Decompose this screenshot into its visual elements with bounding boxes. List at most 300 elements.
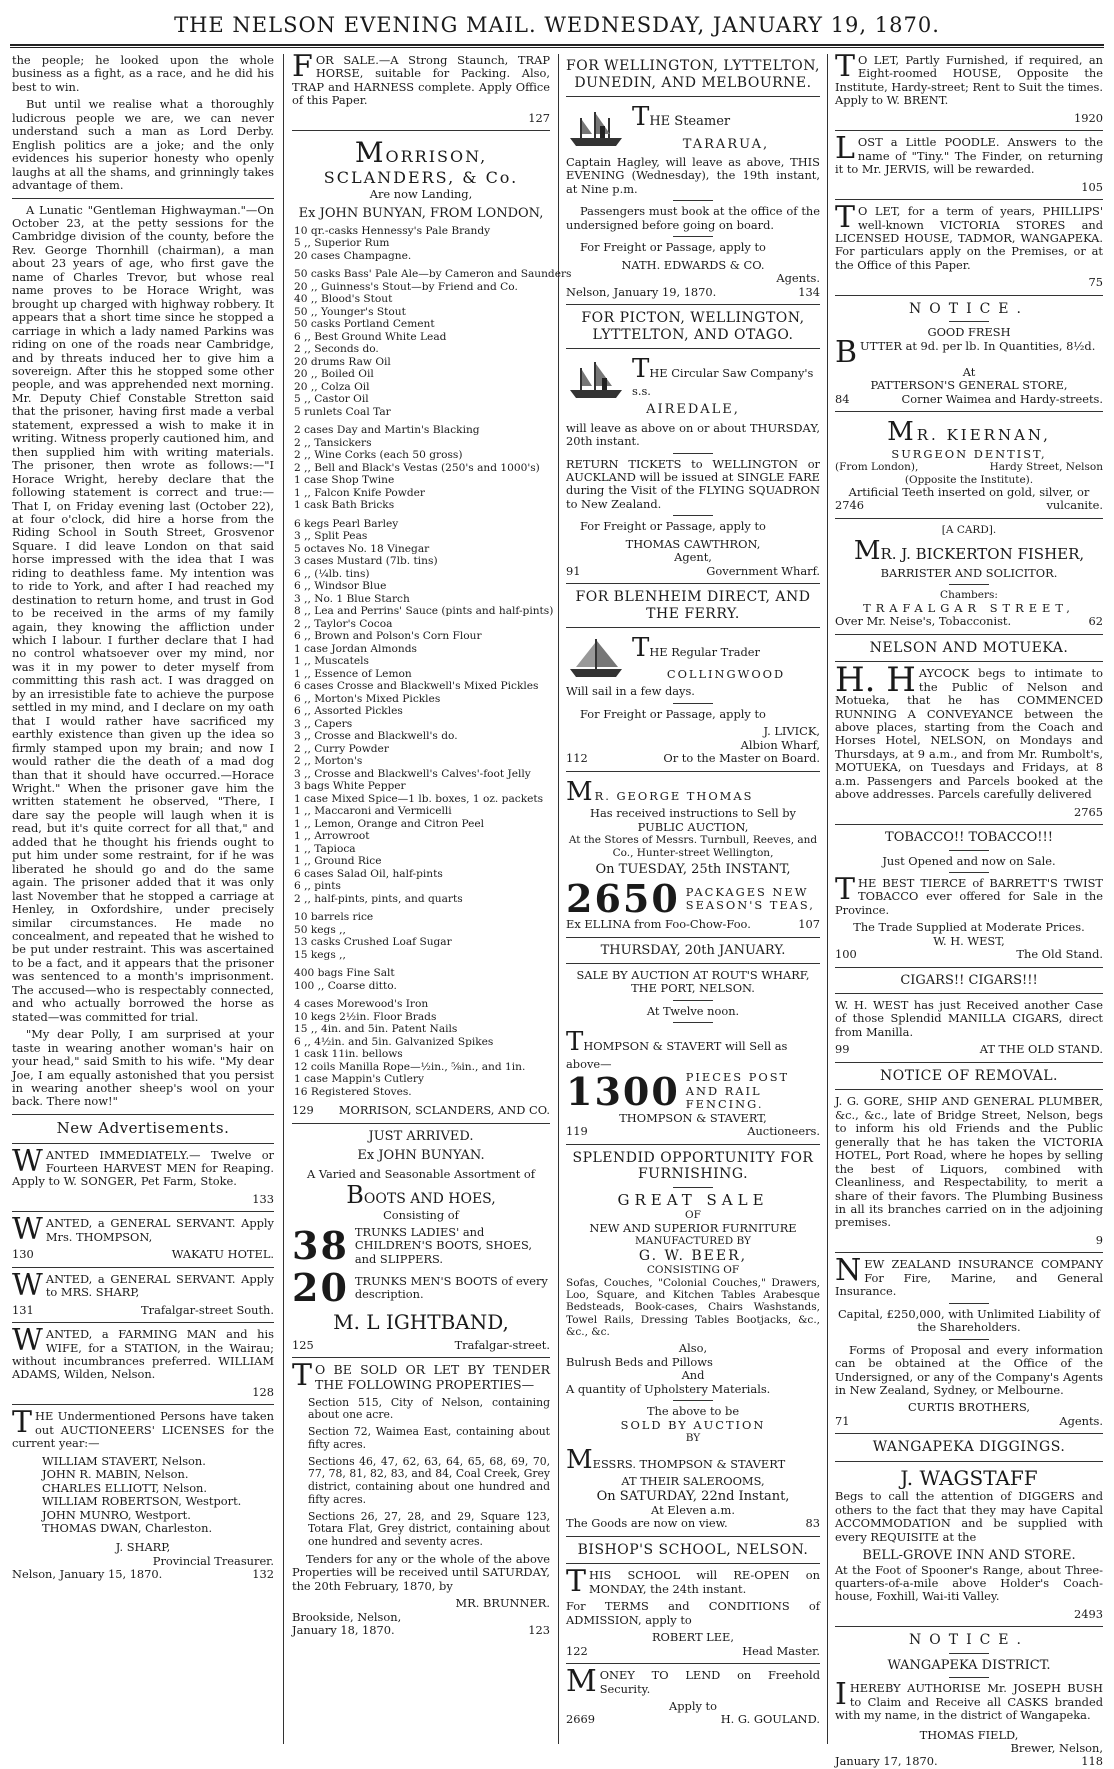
- ad-heading: NELSON AND MOTUEKA.: [869, 639, 1069, 656]
- ad-number: 122: [566, 1643, 588, 1658]
- ad-heading: SALE BY AUCTION AT ROUT'S WHARF, THE PORT, NELSON.: [576, 967, 810, 996]
- divider: [12, 1143, 274, 1144]
- ad-text: vulcanite.: [1046, 498, 1103, 513]
- ad-text: Albion Wharf,: [740, 737, 820, 752]
- ad-text: A Varied and Seasonable Assortment of: [306, 1166, 535, 1181]
- ad-general-servant-2: [12, 1267, 274, 1317]
- list-item: 6 ,, pints: [294, 880, 341, 893]
- steamship-icon: [566, 104, 626, 150]
- list-item: 10 barrels rice: [294, 911, 374, 924]
- ad-date: On SATURDAY, 22nd Instant,: [596, 1488, 790, 1504]
- ad-text: will leave as above on or about THURSDAY, 20th instant.: [566, 420, 820, 449]
- ad-number: 2493: [1074, 1606, 1103, 1621]
- divider: [12, 1404, 274, 1405]
- ad-text: A quantity of Upholstery Materials.: [566, 1381, 771, 1396]
- ad-text: GOOD FRESH: [927, 325, 1011, 340]
- column-divider: [827, 54, 828, 1744]
- ad-text: Begs to call the attention of DIGGERS and others to the fact that they may have Capital ACCOMMODATION and be supplied with every REQUISITE at the: [835, 1489, 1103, 1544]
- divider: [566, 583, 820, 584]
- ad-text: TRUNKS LADIES' and CHILDREN'S BOOTS, SHOES, and SLIPPERS.: [354, 1224, 533, 1266]
- ship-name: COLLINGWOOD: [666, 666, 786, 681]
- list-item: 6 ,, 4½in. and 5in. Galvanized Spikes: [294, 1035, 494, 1048]
- ad-firm-name: M. L IGHTBAND,: [333, 1310, 509, 1335]
- ad-number: 99: [835, 1042, 850, 1057]
- steamship-icon: [566, 356, 626, 402]
- divider: [835, 518, 1103, 519]
- signature: MORRISON, SCLANDERS, AND CO.: [338, 1103, 550, 1118]
- divider: [835, 295, 1103, 296]
- ad-text: Agent,: [674, 550, 712, 565]
- ad-farming-man: [12, 1323, 274, 1399]
- list-item: 1 case Mixed Spice—1 lb. boxes, 1 oz. packets: [294, 792, 544, 805]
- ad-heading: FOR PICTON, WELLINGTON, LYTTELTON, AND OTAGO.: [581, 310, 805, 343]
- drop-cap: M: [566, 1664, 597, 1700]
- ad-agent: THOMAS CAWTHRON,: [625, 536, 761, 551]
- ad-number: 9: [1095, 1232, 1103, 1247]
- ad-text: Forms of Proposal and every information can be obtained at the Office of the Undersigned, or any of the Company's Agents in New Zealand, Sydney, or Melbourne.: [835, 1342, 1103, 1397]
- drop-cap: W: [12, 1143, 43, 1179]
- list-item: Sections 46, 47, 62, 63, 64, 65, 68, 69, 70, 77, 78, 81, 82, 83, and 84, Coal Creek, Grey district, containing about one hundred and fifty acres.: [308, 1454, 550, 1506]
- list-item: JOHN MUNRO, Westport.: [42, 1507, 191, 1522]
- ad-text: Artificial Teeth inserted on gold, silver, or: [848, 485, 1090, 499]
- ad-number: 1920: [1074, 110, 1103, 125]
- ad-text: BY: [685, 1432, 701, 1445]
- divider: [566, 937, 820, 938]
- ad-text: THE Regular Trader: [632, 633, 760, 664]
- ad-text: TRUNKS MEN'S BOOTS of every description.: [354, 1273, 548, 1302]
- divider: [835, 993, 1103, 994]
- list-item: 3 ,, Capers: [294, 717, 353, 730]
- ad-date: Nelson, January 15, 1870.: [12, 1567, 163, 1582]
- list-item: 1 ,, Lemon, Orange and Citron Peel: [294, 817, 485, 830]
- list-item: 5 octaves No. 18 Vinegar: [294, 542, 430, 555]
- ad-barretts: [835, 871, 1103, 917]
- ad-big-number: 38: [292, 1222, 349, 1268]
- drop-cap: T: [835, 49, 856, 84]
- ad-text: Tenders for any or the whole of the above Properties will be received until SATURDAY, the 20th February, 1870, by: [292, 1551, 550, 1593]
- ad-insurance: [835, 1253, 1103, 1299]
- list-item: Sections 26, 27, 28, and 29, Square 123, Totara Flat, Grey district, containing about one hundred and seventy acres.: [308, 1509, 550, 1549]
- ad-text: Consisting of: [383, 1208, 459, 1223]
- ad-text: HEREBY AUTHORISE Mr. JOSEPH BUSH to Claim and Receive all CASKS branded with my name, in the district of Wangapeka.: [835, 1681, 1103, 1723]
- divider: [835, 1433, 1103, 1434]
- ad-text: W. H. WEST has just Received another Case of those Splendid MANILLA CIGARS, direct from Manilla.: [835, 998, 1103, 1039]
- ad-number: 2669: [566, 1712, 595, 1727]
- ad-text: Agents.: [776, 271, 820, 286]
- ad-butter: [835, 334, 1103, 370]
- ship-name: TARARUA,: [682, 136, 770, 152]
- ad-number: 100: [835, 947, 857, 962]
- divider: [835, 411, 1103, 412]
- signature-title: Provincial Treasurer.: [152, 1553, 274, 1568]
- ad-heading: BISHOP'S SCHOOL, NELSON.: [577, 1541, 809, 1558]
- drop-cap: W: [12, 1323, 43, 1359]
- drop-cap: T: [292, 1358, 313, 1394]
- list-item: 1 case Shop Twine: [294, 474, 395, 487]
- list-item: 6 kegs Pearl Barley: [294, 517, 399, 530]
- ad-number: 83: [805, 1516, 820, 1531]
- list-item: 20 cases Champagne.: [294, 249, 412, 262]
- ad-text: At the Foot of Spooner's Range, about Three-quarters-of-a-mile above Holder's Coach-house, Foxhill, Wai-iti Valley.: [835, 1562, 1103, 1604]
- list-item: 1 ,, Falcon Knife Powder: [294, 486, 425, 499]
- ad-text: NEW AND SUPERIOR FURNITURE: [589, 1220, 797, 1235]
- list-item: 400 bags Fine Salt: [294, 967, 395, 980]
- list-item: 3 ,, No. 1 Blue Starch: [294, 592, 410, 605]
- ad-text: At Twelve noon.: [646, 1003, 740, 1018]
- ad-number: 119: [566, 1124, 588, 1139]
- signature: H. G. GOULAND.: [720, 1712, 820, 1727]
- list-item: Section 515, City of Nelson, containing about one acre.: [308, 1395, 550, 1422]
- divider: [673, 703, 713, 704]
- drop-cap: T: [566, 1564, 587, 1600]
- list-item: 1 case Mappin's Cutlery: [294, 1073, 424, 1086]
- ad-text: UTTER at 9d. per lb. In Quantities, 8½d.: [860, 338, 1096, 353]
- divider: [566, 96, 820, 97]
- ad-firm-name: MORRISON, SCLANDERS, & Co.: [323, 136, 519, 188]
- ad-text: Ex ELLINA from Foo-Chow-Foo.: [566, 917, 751, 932]
- ad-heading: NOTICE.: [909, 300, 1029, 317]
- list-item: 8 ,, Lea and Perrins' Sauce (pints and half-pints): [294, 605, 554, 618]
- list-item: 20 ,, Colza Oil: [294, 380, 370, 393]
- list-item: 6 ,, Windsor Blue: [294, 580, 387, 593]
- column-1: [12, 54, 274, 1744]
- ad-text: AT THE OLD STAND.: [979, 1042, 1103, 1057]
- list-item: 6 ,, Best Ground White Lead: [294, 330, 447, 343]
- ad-heading: NOTICE.: [909, 1632, 1029, 1649]
- ad-text: Bulrush Beds and Pillows: [566, 1354, 713, 1369]
- list-item: 50 ,, Younger's Stout: [294, 305, 406, 318]
- licensee-list: [12, 1455, 274, 1536]
- divider: [949, 1303, 989, 1304]
- ad-number: 134: [798, 284, 820, 299]
- ad-text: Also,: [678, 1341, 708, 1356]
- ad-text: [A CARD].: [941, 523, 997, 536]
- divider: [673, 1187, 713, 1188]
- divider: [566, 1563, 820, 1564]
- divider: [835, 199, 1103, 200]
- ad-text: The Trade Supplied at Moderate Prices.: [853, 920, 1085, 935]
- ad-money: [566, 1664, 820, 1700]
- divider: [835, 1089, 1103, 1090]
- ad-boots-shoes: BOOTS AND HOES,: [346, 1181, 496, 1210]
- ad-heading: GREAT SALE: [617, 1190, 769, 1209]
- signature: W. H. WEST,: [933, 933, 1005, 948]
- divider: [949, 850, 989, 851]
- ad-text: ANTED IMMEDIATELY.— Twelve or Fourteen HARVEST MEN for Reaping. Apply to W. SONGER, Pet Farm, Stoke.: [12, 1147, 274, 1189]
- list-item: 15 kegs ,,: [294, 948, 346, 961]
- ad-firm-name: MR. J. BICKERTON FISHER,: [853, 536, 1085, 567]
- ship-name: AIREDALE,: [646, 402, 740, 418]
- goods-list: [292, 224, 572, 1099]
- section-heading: New Advertisements.: [56, 1118, 230, 1137]
- drop-cap: W: [12, 1212, 43, 1248]
- ad-text: At: [962, 364, 976, 379]
- ad-text: Trafalgar-street.: [454, 1337, 550, 1352]
- list-item: 6 cases Crosse and Blackwell's Mixed Pickles: [294, 680, 539, 693]
- list-item: 1 ,, Ground Rice: [294, 855, 382, 868]
- ad-firm-name: MR. KIERNAN,: [887, 417, 1051, 448]
- divider: [835, 824, 1103, 825]
- ad-number: 112: [566, 751, 588, 766]
- ad-text: Passengers must book at the office of the undersigned before going on board.: [566, 204, 820, 232]
- ad-text: PACKAGES NEW SEASON'S TEAS,: [685, 884, 815, 913]
- ad-text: The Old Stand.: [1016, 947, 1103, 962]
- ad-text: HE Undermentioned Persons have taken out AUCTIONEERS' LICENSES for the current year:—: [12, 1409, 274, 1451]
- ad-text: For Freight or Passage, apply to: [580, 519, 766, 534]
- ad-text: ANTED, a FARMING MAN and his WIFE, for a STATION, in the Wairau; without incumbrances preferred. WILLIAM ADAMS, Wilden, Nelson.: [12, 1327, 274, 1382]
- ad-text: MESSRS. THOMPSON & STAVERT: [566, 1444, 786, 1475]
- ad-number: 118: [1081, 1754, 1103, 1769]
- divider: [673, 453, 713, 454]
- ad-date: Nelson, January 19, 1870.: [566, 284, 717, 299]
- ad-number: 123: [528, 1623, 550, 1638]
- list-item: 1 ,, Essence of Lemon: [294, 667, 412, 680]
- divider: [835, 634, 1103, 635]
- divider: [673, 1400, 713, 1401]
- ad-text: Corner Waimea and Hardy-streets.: [901, 391, 1103, 406]
- ad-big-number: 1300: [566, 1068, 680, 1114]
- list-item: 100 ,, Coarse ditto.: [294, 979, 397, 992]
- drop-cap: T: [835, 200, 856, 236]
- divider: [566, 1536, 820, 1537]
- drop-cap: H. H: [835, 660, 916, 701]
- divider: [673, 1000, 713, 1001]
- ad-firm-name: J. WAGSTAFF: [900, 1465, 1038, 1490]
- ad-number: 130: [12, 1247, 34, 1262]
- article-text: the people; he looked upon the whole business as a fight, as a race, and he did his best to win.: [12, 53, 274, 94]
- divider: [12, 1114, 274, 1115]
- ad-text: Will sail in a few days.: [566, 684, 695, 699]
- list-item: 3 bags White Pepper: [294, 780, 406, 793]
- ad-agent: J. LIVICK,: [763, 724, 820, 739]
- ad-text: O LET, Partly Furnished, if required, an Eight-roomed HOUSE, Opposite the Institute, Hardy-street; Rent to Suit the times. Apply to W. BRENT.: [835, 53, 1103, 108]
- list-item: 5 ,, Castor Oil: [294, 393, 369, 406]
- article-lunatic-highwayman: A Lunatic "Gentleman Highwayman."—On October 23, at the petty sessions for the Cambridge division of the county, before the Rev. George Thornhill (chairman), a man about 23 years of age, who first gave the name of Charles Trevor, but whose real name proves to be Horace Wright, was brought up charged with highway robbery. It appears that a short time since he stopped a carriage in which a lady named Parkins was riding on one of the roads near Cambridge, and by threats induced her to give him a sovereign. After this he stopped some other people, and was apprehended next morning. Mr. Deputy Chief Constable Stretton said that the prisoner, having first made a verbal statement, expressed a wish to make it in writing. Witness properly cautioned him, and then supplied him with writing materials. The prisoner, then wrote as follows:—"I Horace Wright, hereby declare that the following statement is correct and true:—That I, on Friday evening last (October 22), at four o'clock, did hire a horse from the Riding School in South Street, Grosvenor Square. I did leave London on that said horse impressed with the idea that I was riding to deathless fame. My intention was to ride to York, and after I had reached my destination to return home, and trust in God to be received in the arms of my family again, they knowing the affliction under which I labour. I further declare that I had no control whatsoever over my mind, nor was it in my power to deter myself from committing this rash act. I was dragged on by an irresistible fate to achieve the purpose settled in my mind, and I declare on my oath that I would rather have sacrificed my earthly existence than given up the idea so firmly stamped upon my brain; and now I would rather die the death of a mad dog than that it should have occurred.—Horace Wright." When the prisoner gave him the written statement he observed, "There, I dare say the people will laugh when it is read, but it's quite correct for all that," and added that he thought his friends ought to put him under some restraint, for if he was liberated he should go and do the same again. The prisoner added that it was only last November that he stopped a carriage at Henley, in Oxfordshire, under precisely similar circumstances. He made no concealment, and repeated that he wished to be put under restraint. This was ascertained to be a fact, and it appears that the prisoner was sentenced to a month's imprisonment. The accused—who is respectably connected, and who actually borrowed the horse as stated—was committed for trial.: [12, 202, 274, 1024]
- ad-text: At the Stores of Messrs. Turnbull, Reeves, and Co., Hunter-street Wellington,: [568, 834, 818, 859]
- ad-text: OST a Little POODLE. Answers to the name of "Tiny." The Finder, on returning it to Mr. JERVIS, will be rewarded.: [835, 135, 1103, 177]
- divider: [566, 771, 820, 772]
- divider: [566, 348, 820, 349]
- drop-cap: B: [835, 334, 858, 370]
- drop-cap: I: [835, 1677, 847, 1713]
- list-item: 6 ,, Assorted Pickles: [294, 705, 403, 718]
- ad-number: 131: [12, 1302, 34, 1317]
- divider: [566, 1663, 820, 1664]
- divider: [673, 515, 713, 516]
- ad-text: Captain Hagley, will leave as above, THIS EVENING (Wednesday), the 19th instant, at Nine p.m.: [566, 155, 820, 196]
- divider: [949, 1677, 989, 1678]
- drop-cap: T: [835, 871, 856, 907]
- drop-cap: T: [12, 1405, 33, 1441]
- ad-to-let: [835, 49, 1103, 125]
- ad-text: THOMPSON & STAVERT will Sell as above—: [566, 1027, 788, 1072]
- divider: [949, 584, 989, 585]
- divider: [12, 1267, 274, 1268]
- ad-text: Government Wharf.: [706, 563, 820, 578]
- list-item: THOMAS DWAN, Charleston.: [42, 1521, 213, 1535]
- ad-for-sale-horse: [292, 49, 550, 125]
- divider: [949, 1339, 989, 1340]
- ad-text: AT THEIR SALEROOMS,: [621, 1474, 765, 1489]
- list-item: 6 ,, (¼lb. tins): [294, 567, 370, 580]
- list-item: 20 drums Raw Oil: [294, 355, 391, 368]
- list-item: WILLIAM STAVERT, Nelson.: [42, 1453, 206, 1468]
- divider: [12, 198, 274, 199]
- ad-number: 128: [252, 1384, 274, 1399]
- ad-text: Over Mr. Neise's, Tobacconist.: [835, 614, 1012, 629]
- list-item: Section 72, Waimea East, containing about fifty acres.: [308, 1425, 550, 1451]
- masthead-rule: [10, 47, 1104, 48]
- divider: [949, 1653, 989, 1654]
- drop-cap: N: [835, 1253, 862, 1289]
- ad-text: PATTERSON'S GENERAL STORE,: [870, 378, 1068, 393]
- list-item: 10 qr.-casks Hennessy's Pale Brandy: [294, 224, 491, 237]
- ad-number: 107: [798, 917, 820, 932]
- divider: [673, 236, 713, 237]
- ad-date: January 17, 1870.: [835, 1754, 938, 1769]
- divider: [292, 1357, 550, 1358]
- ad-text: RETURN TICKETS to WELLINGTON or AUCKLAND will be issued at SINGLE FARE during the Visit of the FLYING SQUADRON to New Zealand.: [566, 456, 820, 511]
- ad-text: (From London),: [835, 461, 919, 474]
- drop-cap: L: [835, 131, 855, 167]
- divider: [835, 1461, 1103, 1462]
- divider: [292, 130, 550, 131]
- ad-text: Head Master.: [742, 1643, 820, 1658]
- list-item: 3 ,, Crosse and Blackwell's do.: [294, 730, 458, 743]
- ad-text: The Goods are now on view.: [566, 1516, 728, 1531]
- sailing-ship-icon: [566, 635, 626, 681]
- ad-text: Apply to: [669, 1699, 717, 1714]
- column-4: [835, 49, 1103, 1769]
- divider: [835, 967, 1103, 968]
- ad-text: ANTED, a GENERAL SERVANT. Apply to MRS. SHARP,: [45, 1271, 274, 1300]
- ad-heading: CIGARS!! CIGARS!!!: [900, 972, 1038, 988]
- signature: CURTIS BROTHERS,: [908, 1400, 1030, 1415]
- ad-auctioneers-licenses: [12, 1405, 274, 1582]
- ad-text: Brewer, Nelson,: [1010, 1741, 1103, 1756]
- ad-text: For Freight or Passage, apply to: [580, 706, 766, 721]
- list-item: 16 Registered Stoves.: [294, 1085, 412, 1098]
- ad-general-servant: [12, 1212, 274, 1262]
- ad-text: EW ZEALAND INSURANCE COMPANY For Fire, Marine, and General Insurance.: [835, 1257, 1103, 1299]
- ad-heading: BELL-GROVE INN AND STORE.: [862, 1548, 1076, 1564]
- ad-big-number: 20: [292, 1265, 349, 1311]
- divider: [12, 1211, 274, 1212]
- list-item: 2 ,, Morton's: [294, 755, 363, 768]
- ad-text: And: [681, 1368, 705, 1383]
- list-item: 4 cases Morewood's Iron: [294, 998, 429, 1011]
- ad-heading: O BE SOLD OR LET BY TENDER THE FOLLOWING PROPERTIES—: [315, 1362, 550, 1392]
- list-item: 13 casks Crushed Loaf Sugar: [294, 936, 452, 949]
- ad-text: Auctioneers.: [747, 1124, 820, 1139]
- ad-agent: NATH. EDWARDS & CO.: [621, 257, 765, 272]
- article-text: But until we realise what a thoroughly ludicrous people we are, we can never understand such a man as Lord Derby. English politics are a joke; and the only evidences his superior honesty who openly laughs at all the shams, and grinningly takes advantage of them.: [12, 97, 274, 193]
- ad-text: CONSISTING OF: [646, 1264, 740, 1277]
- ad-number: 75: [1088, 275, 1103, 290]
- ad-to-let-stores: [835, 200, 1103, 290]
- ad-number: 132: [252, 1567, 274, 1582]
- ad-text: Just Opened and now on Sale.: [882, 853, 1056, 868]
- ad-number: 127: [528, 110, 550, 125]
- list-item: WILLIAM ROBERTSON, Westport.: [42, 1494, 242, 1509]
- divider: [949, 321, 989, 322]
- signature: MR. BRUNNER.: [455, 1596, 550, 1611]
- list-item: 1 cask 11in. bellows: [294, 1048, 403, 1061]
- ad-text: THE Steamer: [632, 102, 731, 133]
- drop-cap: W: [12, 1267, 43, 1303]
- column-divider: [558, 54, 559, 1744]
- ad-text: O LET, for a term of years, PHILLIPS' well-known VICTORIA STORES and LICENSED HOUSE, TADMOR, WANGAPEKA. For particulars apply on the Premises, or at the Office of this Paper.: [835, 204, 1103, 272]
- column-divider: [283, 54, 284, 1744]
- ad-number: 125: [292, 1337, 314, 1352]
- sections-list: [292, 1397, 550, 1549]
- ad-text: Hardy Street, Nelson: [989, 461, 1103, 474]
- list-item: 2 ,, Taylor's Cocoa: [294, 617, 393, 630]
- divider: [566, 304, 820, 305]
- divider: [673, 1022, 713, 1023]
- list-item: 2 ,, half-pints, pints, and quarts: [294, 892, 463, 905]
- ad-number: 71: [835, 1413, 850, 1428]
- list-item: 3 ,, Crosse and Blackwell's Calves'-foot Jelly: [294, 767, 531, 780]
- divider: [949, 872, 989, 873]
- list-item: 40 ,, Blood's Stout: [294, 293, 393, 306]
- ad-number: 133: [252, 1191, 274, 1206]
- list-item: 5 ,, Superior Rum: [294, 237, 390, 250]
- ad-text: (Opposite the Institute).: [904, 473, 1034, 486]
- list-item: 1 ,, Arrowroot: [294, 830, 370, 843]
- ad-number: 84: [835, 391, 850, 406]
- ad-text: The above to be: [646, 1404, 740, 1419]
- list-item: 15 ,, 4in. and 5in. Patent Nails: [294, 1023, 458, 1036]
- ad-number: 2746: [835, 498, 864, 513]
- divider: [835, 130, 1103, 131]
- ad-text: Ex JOHN BUNYAN, FROM LONDON,: [298, 205, 544, 221]
- list-item: 2 ,, Wine Corks (each 50 gross): [294, 449, 463, 462]
- divider: [566, 963, 820, 964]
- article-polly: "My dear Polly, I am surprised at your taste in wearing another woman's hair on your head," said Smith to his wife. "My dear Joe, I am equally astonished that you persist in wearing another sheep's wool on your back. There now!": [12, 1027, 274, 1109]
- list-item: 20 ,, Guinness's Stout—by Friend and Co.: [294, 280, 518, 293]
- ad-text: TRAFALGAR STREET,: [863, 600, 1075, 615]
- ad-text: Capital, £250,000, with Unlimited Liability of the Shareholders.: [837, 1306, 1101, 1335]
- signature: THOMPSON & STAVERT,: [619, 1110, 767, 1125]
- ad-date: January 18, 1870.: [292, 1623, 395, 1638]
- ad-text: Ex JOHN BUNYAN.: [357, 1148, 485, 1164]
- ad-auctioneer: MR. GEORGE THOMAS: [566, 776, 754, 807]
- divider: [566, 1144, 820, 1145]
- ad-text: SURGEON DENTIST,: [891, 446, 1047, 461]
- ad-haycock: [835, 660, 1103, 819]
- list-item: 50 kegs ,,: [294, 923, 346, 936]
- ad-text: At Eleven a.m.: [651, 1502, 735, 1517]
- ad-text: For TERMS and CONDITIONS of ADMISSION, apply to: [566, 1599, 820, 1627]
- drop-cap: F: [292, 49, 313, 84]
- signature: ROBERT LEE,: [651, 1630, 734, 1645]
- divider: [835, 1626, 1103, 1627]
- ad-text: WAKATU HOTEL.: [171, 1247, 274, 1262]
- ad-text: AYCOCK begs to intimate to the Public of Nelson and Motueka, that he has COMMENCED RUNNING A CONVEYANCE between the above places, starting from the Coach and Horses Hotel, NELSON, on Mondays and Thursdays, at 9 a.m., and from Mr. Rumbolt's, MOTUEKA, on Tuesdays and Fridays, at 8 a.m. Passengers and Parcels booked at the above addresses. Parcels carefully delivered: [835, 666, 1103, 802]
- ad-text: Agents.: [1059, 1413, 1103, 1428]
- signature: THOMAS FIELD,: [919, 1727, 1019, 1742]
- ad-text: PUBLIC AUCTION,: [637, 819, 749, 834]
- list-item: 12 coils Manilla Rope—½in., ⅝in., and 1in.: [294, 1060, 526, 1073]
- ad-heading: THURSDAY, 20th JANUARY.: [600, 942, 786, 958]
- column-3: [566, 54, 820, 1744]
- ad-text: MANUFACTURED BY: [634, 1235, 751, 1248]
- list-item: 10 kegs 2½in. Floor Brads: [294, 1010, 437, 1023]
- list-item: 2 ,, Tansickers: [294, 436, 372, 449]
- ad-text: HE BEST TIERCE of BARRETT'S TWIST TOBACCO ever offered for Sale in the Province.: [835, 875, 1103, 917]
- divider: [12, 1322, 274, 1323]
